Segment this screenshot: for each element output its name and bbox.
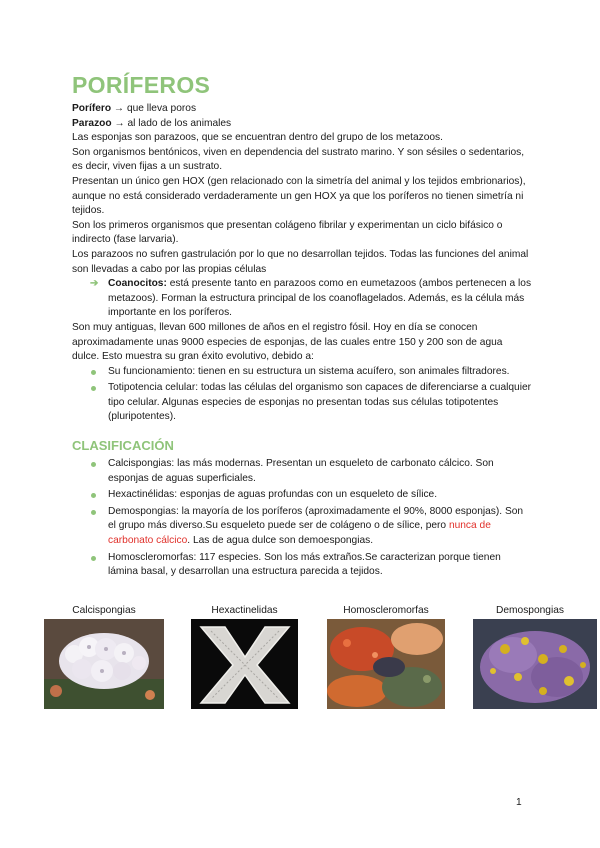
bullet-icon [91, 493, 96, 498]
definition-term: Parazoo [72, 117, 112, 129]
figure-demospongias [468, 604, 592, 618]
intro-paragraph: Son los primeros organismos que presentan colágeno fibrilar y experimentan un ciclo bifásico o indirecto (fase larvaria). [72, 219, 503, 246]
list-item [72, 505, 532, 549]
definition-arrow: → [113, 103, 125, 114]
figure-calcispongias [44, 604, 164, 618]
highlighted-text: nunca de carbonato cálcico [108, 520, 491, 547]
list-item [72, 488, 532, 503]
antiquity-paragraph: Son muy antiguas, llevan 600 millones de años en el registro fósil. Hoy en día se conocen aproximadamente unas 9000 especies de esponjas, de las cuales entre 150 y 200 son de agua dulce. Esto muestra su gran éxito evolutivo, debido a: [72, 321, 503, 363]
list-item-text: Su funcionamiento: tienen en su estructura un sistema acuífero, son animales filtradores. [108, 365, 510, 377]
bullet-icon [91, 386, 96, 391]
list-item-text: Totipotencia celular: todas las células del organismo son capaces de diferenciarse a cualquier tipo celular. Algunas especies de esponjas no presentan todas sus células totipotentes (pluripotentes). [108, 382, 532, 423]
coanocitos-list [72, 277, 532, 321]
intro-paragraph: Los parazoos no sufren gastrulación por lo que no desarrollan tejidos. Todas las funciones del animal son llevadas a cabo por las propias células [72, 248, 529, 275]
definition-text: al lado de los animales [127, 117, 232, 129]
definition-parazoo [72, 117, 532, 132]
sponge-gallery [44, 604, 584, 714]
figure-homoscleromorfas [327, 604, 445, 618]
figure-caption: Homoscleromorfas [343, 605, 429, 616]
section-heading-clasificacion: CLASIFICACIÓN [72, 438, 174, 454]
arrow-bullet-icon: ➔ [90, 278, 99, 290]
figure-hexactinelidas [191, 604, 298, 618]
list-item-text: Calcispongias: las más modernas. Presentan un esqueleto de carbonato cálcico. Son esponjas de aguas superficiales. [108, 458, 494, 484]
bullet-icon [91, 510, 96, 515]
list-item-text: Hexactinélidas: esponjas de aguas profundas con un esqueleto de sílice. [108, 489, 438, 501]
bullet-icon [91, 462, 96, 467]
list-item [72, 365, 532, 380]
intro-paragraph: Las esponjas son parazoos, que se encuentran dentro del grupo de los metazoos. [72, 132, 443, 144]
definition-text: que lleva poros [126, 103, 197, 114]
classification-list [72, 457, 532, 580]
calcispongia-photo [44, 619, 164, 709]
figure-caption: Hexactinelidas [211, 605, 278, 616]
list-item [72, 457, 532, 486]
page-title: PORÍFEROS [72, 72, 211, 98]
intro-paragraph: Son organismos bentónicos, viven en dependencia del sustrato marino. Y son sésiles o sedentarios, es decir, viven fijas a un sustrato. [72, 146, 525, 173]
list-item [72, 551, 532, 580]
success-list [72, 365, 532, 425]
list-item-text: Demospongias: la mayoría de los poríferos (aproximadamente el 90%, 8000 esponjas). Son el grupo más diverso.Su esqueleto puede ser de colágeno o de sílice, pero [108, 505, 524, 532]
page-number: 1 [516, 797, 522, 808]
figure-caption: Demospongias [496, 605, 564, 616]
definition-arrow: → [114, 117, 125, 129]
hexactinelida-photo [191, 619, 298, 709]
list-item [72, 277, 532, 321]
coanocitos-term: Coanocitos: [108, 278, 167, 290]
document-body [72, 70, 532, 582]
list-item-text: . Las de agua dulce son demoespongias. [187, 535, 374, 547]
demospongia-photo [473, 619, 597, 709]
bullet-icon [91, 556, 96, 561]
homoscleromorfa-photo [327, 619, 445, 709]
list-item-text: Homoscleromorfas: 117 especies. Son los más extraños.Se caracterizan porque tienen lámina basal, y desarrollan una estructura parecida a tejidos. [108, 551, 501, 578]
coanocitos-text: está presente tanto en parazoos como en eumetazoos (ambos pertenecen a los metazoos). Forman la estructura principal de los coanoflagelados. Además, es la célula más importante en los poríferos. [108, 278, 532, 319]
figure-caption: Calcispongias [72, 605, 136, 616]
list-item [72, 381, 532, 425]
bullet-icon [91, 370, 96, 375]
intro-paragraph: Presentan un único gen HOX (gen relacionado con la simetría del animal y los tejidos embrionarios), aunque no está considerado verdaderamente un gen HOX ya que los poríferos no tienen simetría ni tejidos. [72, 175, 526, 217]
definition-porifero [72, 102, 532, 117]
definition-term: Porífero [72, 103, 112, 114]
